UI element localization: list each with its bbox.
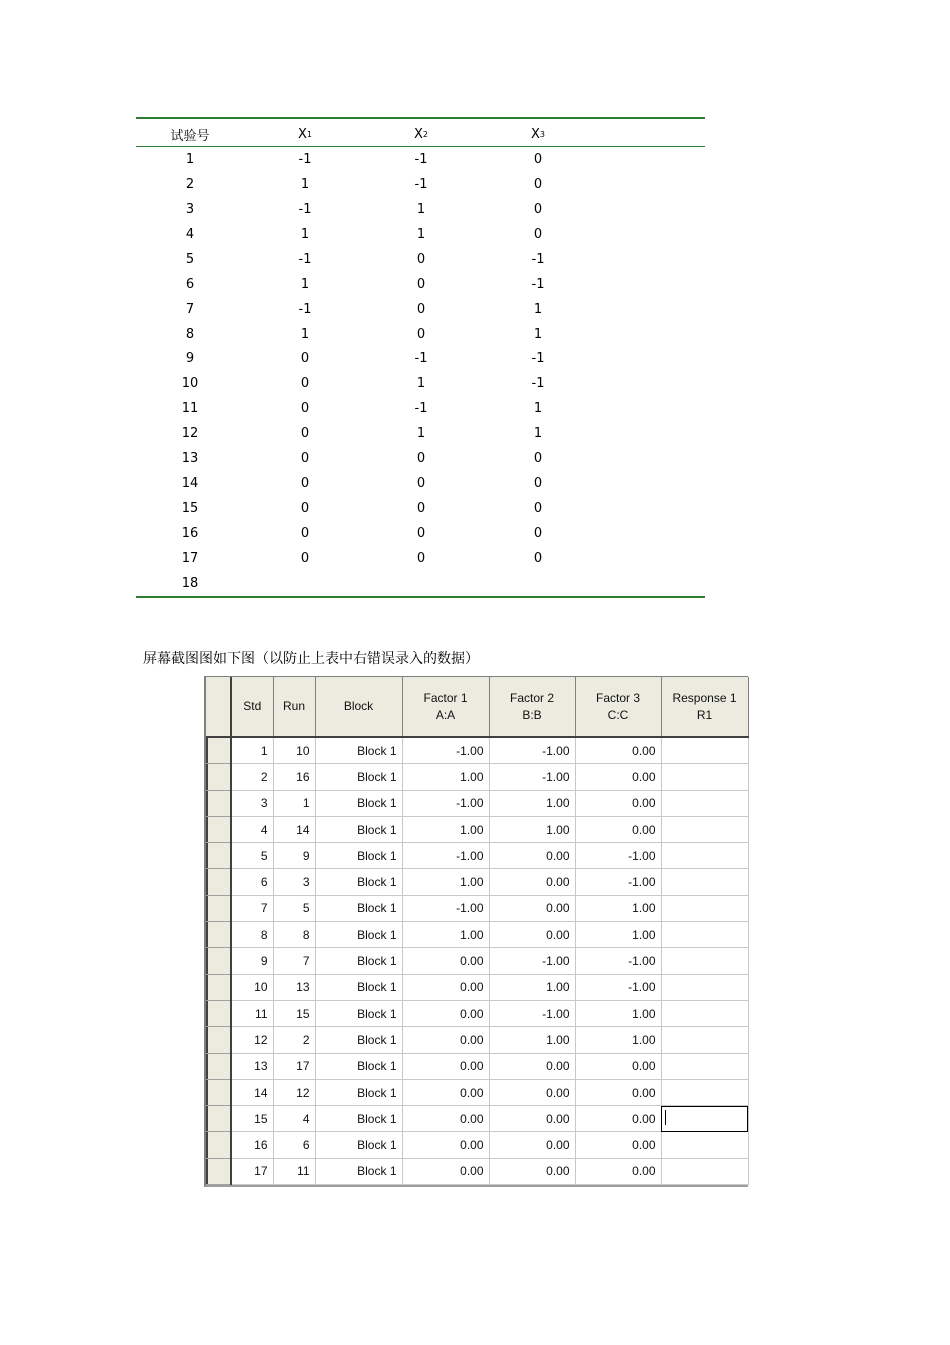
grid-cell[interactable]: 4 [273, 1106, 315, 1132]
grid-cell[interactable]: 0.00 [489, 1053, 575, 1079]
grid-cell[interactable]: 7 [273, 948, 315, 974]
grid-cell[interactable]: Block 1 [315, 1000, 402, 1026]
grid-cell[interactable]: 0.00 [575, 764, 661, 790]
grid-row [206, 922, 748, 948]
x3-cell: 0 [533, 151, 543, 167]
grid-row [206, 895, 748, 921]
grid-cell[interactable] [661, 1158, 748, 1184]
trial-number-cell: 10 [181, 376, 199, 392]
grid-cell[interactable]: 0.00 [402, 1027, 489, 1053]
x1-cell: -1 [298, 151, 312, 167]
x1-cell: 1 [300, 276, 310, 292]
design-table-row [136, 496, 705, 521]
grid-cell[interactable]: 16 [273, 764, 315, 790]
grid-cell[interactable]: -1.00 [402, 790, 489, 816]
grid-cell[interactable]: 0.00 [575, 790, 661, 816]
grid-cell[interactable]: 1.00 [402, 922, 489, 948]
grid-cell[interactable]: 0.00 [489, 1106, 575, 1132]
column-header-label: Block [343, 699, 374, 713]
x2-cell: 0 [416, 251, 426, 267]
grid-cell[interactable] [661, 764, 748, 790]
trial-number-cell: 15 [181, 501, 199, 517]
grid-cell[interactable]: 0.00 [575, 1053, 661, 1079]
grid-cell[interactable]: -1.00 [575, 974, 661, 1000]
x3-cell: 0 [533, 226, 543, 242]
grid-row [206, 869, 748, 895]
grid-row [206, 1000, 748, 1026]
x3-cell: 0 [533, 476, 543, 492]
grid-cell[interactable]: -1.00 [402, 843, 489, 869]
grid-cell[interactable] [661, 974, 748, 1000]
column-header-sublabel: C:C [607, 707, 629, 722]
column-header-label: Response 1 [672, 690, 737, 705]
x1-cell: 0 [300, 376, 310, 392]
x1-cell: 0 [300, 550, 310, 566]
grid-cell[interactable] [661, 843, 748, 869]
x3-cell: 0 [533, 451, 543, 467]
grid-row [206, 816, 748, 842]
grid-cell[interactable]: 1.00 [402, 764, 489, 790]
grid-cell[interactable]: 0.00 [402, 974, 489, 1000]
grid-cell[interactable]: 15 [231, 1106, 273, 1132]
x3-cell: -1 [531, 276, 545, 292]
grid-cell[interactable]: 1.00 [402, 816, 489, 842]
x3-cell: 1 [533, 301, 543, 317]
grid-cell[interactable]: 17 [273, 1053, 315, 1079]
grid-cell[interactable]: 1.00 [575, 1000, 661, 1026]
grid-cell[interactable] [661, 948, 748, 974]
header-trial-number: 试验号 [170, 129, 210, 144]
grid-cell[interactable]: 1.00 [489, 1027, 575, 1053]
grid-cell[interactable]: Block 1 [315, 869, 402, 895]
grid-cell[interactable]: 2 [231, 764, 273, 790]
grid-cell[interactable]: 4 [231, 816, 273, 842]
grid-cell[interactable]: 0.00 [575, 1158, 661, 1184]
grid-cell[interactable]: 3 [231, 790, 273, 816]
grid-row [206, 790, 748, 816]
grid-cell[interactable]: 0.00 [575, 816, 661, 842]
grid-cell[interactable] [661, 1000, 748, 1026]
trial-number-cell: 14 [181, 476, 199, 492]
grid-cell[interactable]: 1.00 [575, 1027, 661, 1053]
grid-row [206, 1158, 748, 1184]
x1-cell: -1 [298, 251, 312, 267]
x2-cell: 0 [416, 476, 426, 492]
grid-cell[interactable]: -1.00 [489, 1000, 575, 1026]
grid-cell[interactable]: 1.00 [575, 922, 661, 948]
grid-cell[interactable]: -1.00 [489, 948, 575, 974]
grid-cell[interactable]: 16 [231, 1132, 273, 1158]
x1-cell: 1 [300, 326, 310, 342]
design-table-header [136, 119, 705, 147]
x1-cell: 0 [300, 351, 310, 367]
x1-cell: -1 [298, 301, 312, 317]
grid-cell[interactable]: Block 1 [315, 1132, 402, 1158]
grid-cell[interactable]: Block 1 [315, 1079, 402, 1105]
x2-cell: 0 [416, 276, 426, 292]
trial-number-cell: 8 [185, 326, 195, 342]
design-table-row [136, 197, 705, 222]
grid-cell[interactable]: 1.00 [489, 790, 575, 816]
x2-cell: 0 [416, 526, 426, 542]
row-selector[interactable] [206, 869, 231, 895]
x2-cell: 0 [416, 501, 426, 517]
grid-column-header[interactable] [575, 677, 661, 737]
x1-cell: 0 [300, 426, 310, 442]
row-selector[interactable] [206, 1132, 231, 1158]
row-selector[interactable] [206, 1079, 231, 1105]
x3-cell: 1 [533, 426, 543, 442]
trial-number-cell: 12 [181, 426, 199, 442]
grid-row [206, 1053, 748, 1079]
x1-cell [265, 571, 345, 596]
design-table-row [136, 521, 705, 546]
row-selector[interactable] [206, 816, 231, 842]
grid-row [206, 974, 748, 1000]
grid-cell[interactable]: -1.00 [402, 737, 489, 764]
design-table-row [136, 421, 705, 446]
grid-cell[interactable]: 0.00 [402, 948, 489, 974]
grid-cell[interactable]: 0.00 [489, 895, 575, 921]
x3-cell: 0 [533, 550, 543, 566]
grid-cell[interactable]: 8 [231, 922, 273, 948]
x3-cell: -1 [531, 251, 545, 267]
column-header-label: Factor 1 [423, 690, 468, 705]
grid-column-header[interactable] [231, 677, 273, 737]
grid-cell[interactable]: -1.00 [575, 948, 661, 974]
row-selector[interactable] [206, 1158, 231, 1184]
grid-cell[interactable]: 14 [231, 1079, 273, 1105]
grid-row [206, 764, 748, 790]
grid-cell[interactable]: 1.00 [575, 895, 661, 921]
grid-cell[interactable]: 0.00 [489, 922, 575, 948]
x2-cell: 0 [416, 451, 426, 467]
grid-cell[interactable]: 1 [273, 790, 315, 816]
grid-row [206, 843, 748, 869]
grid-cell[interactable] [661, 1132, 748, 1158]
grid-cell[interactable]: 13 [273, 974, 315, 1000]
grid-cell[interactable]: Block 1 [315, 1053, 402, 1079]
grid-row [206, 1027, 748, 1053]
trial-number-cell: 3 [185, 201, 195, 217]
x1-cell: 0 [300, 401, 310, 417]
design-table-row [136, 297, 705, 322]
x2-cell: 0 [416, 550, 426, 566]
x3-cell: 1 [533, 401, 543, 417]
column-header-label: Std [243, 699, 262, 713]
grid-cell[interactable]: 0.00 [402, 1053, 489, 1079]
column-header-label: Factor 3 [595, 690, 640, 705]
row-selector[interactable] [206, 764, 231, 790]
x3-cell: -1 [531, 351, 545, 367]
grid-cell[interactable]: 0.00 [575, 737, 661, 764]
design-table-row [136, 272, 705, 297]
row-selector[interactable] [206, 922, 231, 948]
grid-column-header[interactable] [273, 677, 315, 737]
grid-cell[interactable]: 1.00 [489, 974, 575, 1000]
grid-cell[interactable]: 11 [273, 1158, 315, 1184]
grid-cell[interactable]: -1.00 [489, 764, 575, 790]
grid-cell[interactable]: 11 [231, 1000, 273, 1026]
x2-cell [381, 571, 461, 596]
grid-cell[interactable]: 17 [231, 1158, 273, 1184]
design-table-row [136, 147, 705, 172]
grid-cell[interactable] [661, 1079, 748, 1105]
grid-cell[interactable]: Block 1 [315, 790, 402, 816]
grid-cell[interactable]: 1.00 [489, 816, 575, 842]
grid-cell[interactable]: Block 1 [315, 764, 402, 790]
x1-cell: 0 [300, 476, 310, 492]
grid-column-header[interactable] [402, 677, 489, 737]
x1-cell: 0 [300, 526, 310, 542]
row-selector[interactable] [206, 974, 231, 1000]
x2-cell: 0 [416, 301, 426, 317]
x1-cell: -1 [298, 201, 312, 217]
grid-cell[interactable]: Block 1 [315, 974, 402, 1000]
x3-cell: 0 [533, 176, 543, 192]
grid-column-header[interactable] [489, 677, 575, 737]
grid-cell[interactable]: Block 1 [315, 1158, 402, 1184]
grid-cell[interactable] [661, 1053, 748, 1079]
column-header-sublabel: A:A [435, 707, 456, 722]
grid-cell[interactable]: 3 [273, 869, 315, 895]
caption-text: 屏幕截图图如下图（以防止上表中右错误录入的数据） [143, 651, 479, 667]
grid-cell[interactable]: 15 [273, 1000, 315, 1026]
grid-cell[interactable]: 0.00 [402, 1000, 489, 1026]
grid-cell[interactable]: 0.00 [575, 1132, 661, 1158]
grid-cell[interactable]: 5 [273, 895, 315, 921]
design-table-body [136, 147, 705, 596]
row-selector[interactable] [206, 948, 231, 974]
grid-cell[interactable]: 0.00 [575, 1079, 661, 1105]
trial-number-cell: 7 [185, 301, 195, 317]
grid-cell[interactable]: Block 1 [315, 737, 402, 764]
grid-cell[interactable] [661, 737, 748, 764]
grid-cell[interactable]: 1 [231, 737, 273, 764]
grid-cell[interactable]: Block 1 [315, 948, 402, 974]
grid-row [206, 1106, 748, 1132]
grid-cell[interactable]: 1.00 [402, 869, 489, 895]
grid-cell[interactable] [661, 869, 748, 895]
grid-cell[interactable]: 5 [231, 843, 273, 869]
design-table-row [136, 322, 705, 347]
column-header-label: Factor 2 [509, 690, 554, 705]
x2-cell: 1 [416, 376, 426, 392]
row-selector[interactable] [206, 1053, 231, 1079]
x1-cell: 1 [300, 176, 310, 192]
design-table-row [136, 471, 705, 496]
design-matrix-table [136, 117, 705, 598]
trial-number-cell: 17 [181, 550, 199, 566]
active-edit-cell[interactable] [661, 1106, 748, 1132]
design-table-row [136, 371, 705, 396]
x1-cell: 0 [300, 501, 310, 517]
grid-cell[interactable]: 0.00 [575, 1106, 661, 1132]
x2-cell: 1 [416, 201, 426, 217]
x3-cell: -1 [531, 376, 545, 392]
grid-cell[interactable]: Block 1 [315, 1027, 402, 1053]
grid-cell[interactable]: 8 [273, 922, 315, 948]
grid-cell[interactable]: -1.00 [489, 737, 575, 764]
design-table-row [136, 247, 705, 272]
trial-number-cell: 13 [181, 451, 199, 467]
grid-cell[interactable]: 10 [231, 974, 273, 1000]
trial-number-cell: 2 [185, 176, 195, 192]
grid-cell[interactable]: Block 1 [315, 843, 402, 869]
design-table-row [136, 222, 705, 247]
data-grid [204, 676, 748, 1187]
row-selector[interactable] [206, 895, 231, 921]
grid-cell[interactable]: 6 [273, 1132, 315, 1158]
row-selector[interactable] [206, 1106, 231, 1132]
grid-cell[interactable]: 0.00 [489, 843, 575, 869]
design-table-row [136, 172, 705, 197]
grid-cell[interactable]: 12 [273, 1079, 315, 1105]
x2-cell: -1 [414, 351, 428, 367]
row-selector[interactable] [206, 843, 231, 869]
grid-column-header[interactable] [315, 677, 402, 737]
grid-cell[interactable] [661, 790, 748, 816]
trial-number-cell: 18 [181, 575, 199, 591]
x2-cell: 0 [416, 326, 426, 342]
x2-cell: 1 [416, 426, 426, 442]
header-x1: X 1 [298, 127, 312, 142]
grid-header-row [206, 677, 748, 737]
design-table-row [136, 347, 705, 372]
grid-cell[interactable]: -1.00 [575, 869, 661, 895]
grid-column-header[interactable] [661, 677, 748, 737]
grid-cell[interactable] [661, 895, 748, 921]
x2-cell: 1 [416, 226, 426, 242]
x2-cell: -1 [414, 151, 428, 167]
x3-cell [498, 571, 578, 596]
grid-cell[interactable]: 0.00 [489, 1158, 575, 1184]
grid-cell[interactable]: 13 [231, 1053, 273, 1079]
row-selector[interactable] [206, 790, 231, 816]
grid-cell[interactable]: 6 [231, 869, 273, 895]
grid-cell[interactable]: -1.00 [402, 895, 489, 921]
grid-cell[interactable]: 9 [273, 843, 315, 869]
grid-cell[interactable]: Block 1 [315, 1106, 402, 1132]
grid-cell[interactable] [661, 816, 748, 842]
grid-cell[interactable]: 0.00 [489, 1132, 575, 1158]
grid-cell[interactable]: 2 [273, 1027, 315, 1053]
grid-cell[interactable] [661, 1027, 748, 1053]
grid-cell[interactable]: 7 [231, 895, 273, 921]
trial-number-cell: 1 [185, 151, 195, 167]
trial-number-cell: 6 [185, 276, 195, 292]
x2-cell: -1 [414, 176, 428, 192]
grid-cell[interactable]: 0.00 [402, 1106, 489, 1132]
column-header-sublabel: B:B [522, 707, 542, 722]
x1-cell: 1 [300, 226, 310, 242]
grid-cell[interactable]: 9 [231, 948, 273, 974]
trial-number-cell: 11 [181, 401, 199, 417]
grid-cell[interactable]: Block 1 [315, 816, 402, 842]
x1-cell: 0 [300, 451, 310, 467]
grid-row [206, 948, 748, 974]
trial-number-cell: 4 [185, 226, 195, 242]
x2-cell: -1 [414, 401, 428, 417]
grid-cell[interactable] [661, 922, 748, 948]
grid-cell[interactable]: Block 1 [315, 922, 402, 948]
design-table-row [136, 571, 705, 596]
grid-cell[interactable]: 0.00 [402, 1158, 489, 1184]
grid-cell[interactable]: 12 [231, 1027, 273, 1053]
x3-cell: 1 [533, 326, 543, 342]
x3-cell: 0 [533, 501, 543, 517]
grid-row [206, 737, 748, 764]
design-table-row [136, 546, 705, 571]
grid-cell[interactable]: 0.00 [402, 1132, 489, 1158]
grid-cell[interactable]: 0.00 [489, 1079, 575, 1105]
trial-number-cell: 5 [185, 251, 195, 267]
grid-row [206, 1132, 748, 1158]
row-selector[interactable] [206, 1027, 231, 1053]
grid-cell[interactable]: 0.00 [402, 1079, 489, 1105]
header-x3: X 3 [531, 127, 545, 142]
grid-cell[interactable]: Block 1 [315, 895, 402, 921]
design-table-row [136, 396, 705, 421]
column-header-label: Run [282, 699, 305, 713]
row-selector[interactable] [206, 1000, 231, 1026]
grid-corner-cell[interactable] [206, 677, 231, 737]
grid-cell[interactable]: -1.00 [575, 843, 661, 869]
grid-cell[interactable]: 0.00 [489, 869, 575, 895]
row-selector[interactable] [206, 737, 231, 764]
grid-cell[interactable]: 10 [273, 737, 315, 764]
trial-number-cell: 16 [181, 526, 199, 542]
grid-body [206, 737, 748, 1185]
x3-cell: 0 [533, 201, 543, 217]
x3-cell: 0 [533, 526, 543, 542]
trial-number-cell: 9 [185, 351, 195, 367]
grid-cell[interactable]: 14 [273, 816, 315, 842]
column-header-sublabel: R1 [696, 707, 713, 722]
header-x2: X 2 [414, 127, 428, 142]
grid-row [206, 1079, 748, 1105]
design-table-row [136, 446, 705, 471]
